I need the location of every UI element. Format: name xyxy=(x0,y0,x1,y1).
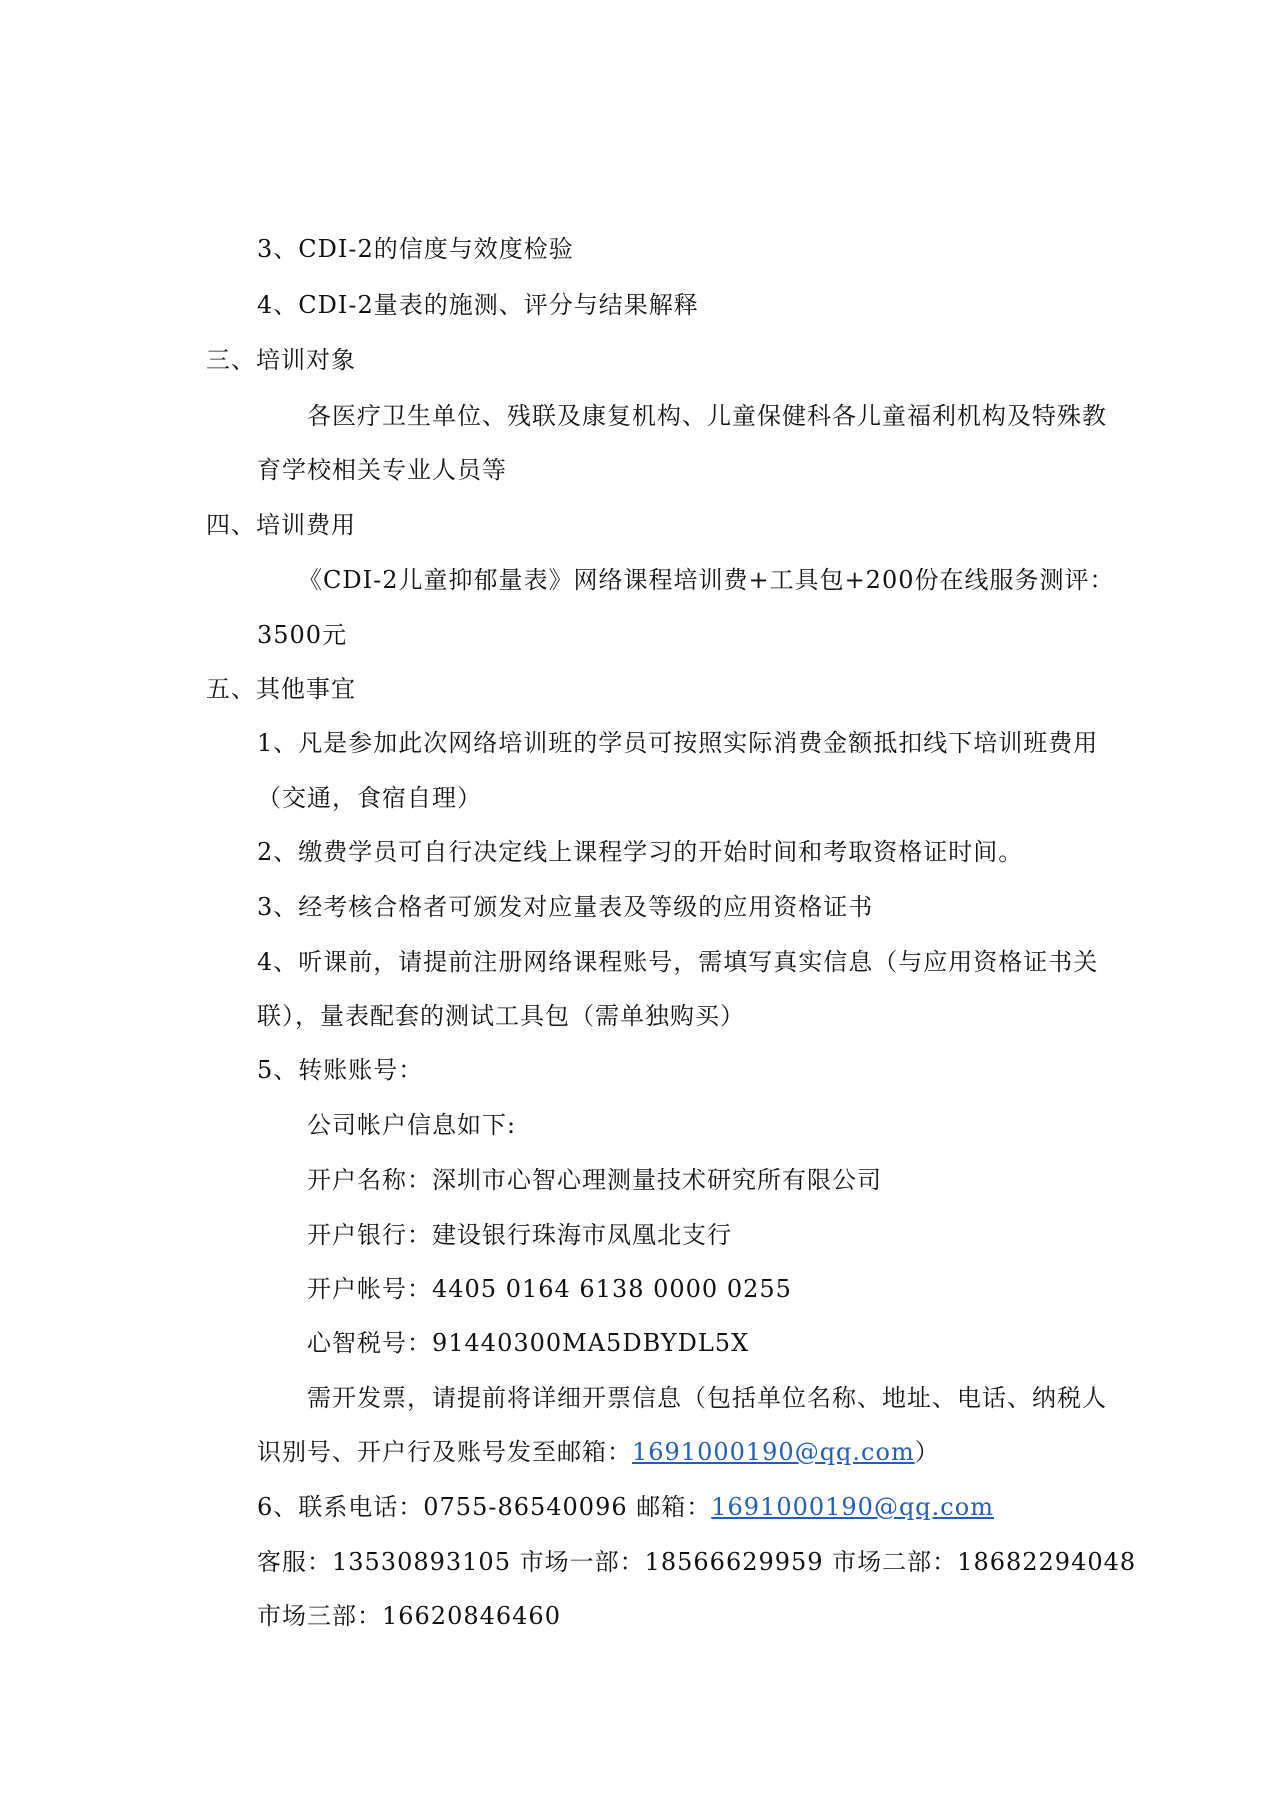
other-item-2: 2、缴费学员可自行决定线上课程学习的开始时间和考取资格证时间。 xyxy=(257,838,1024,866)
section-3-body-line-1: 各医疗卫生单位、残联及康复机构、儿童保健科各儿童福利机构及特殊教 xyxy=(307,402,1107,430)
account-number: 开户帐号：4405 0164 6138 0000 0255 xyxy=(307,1275,792,1303)
market-3-phone: 市场三部：16620846460 xyxy=(257,1602,561,1630)
section-3-title: 三、培训对象 xyxy=(206,346,356,374)
contact-email-link[interactable]: 1691000190@qq.com xyxy=(711,1493,994,1521)
section-3-body-line-2: 育学校相关专业人员等 xyxy=(257,456,507,484)
other-item-1-line-1: 1、凡是参加此次网络培训班的学员可按照实际消费金额抵扣线下培训班费用 xyxy=(257,729,1099,757)
account-intro: 公司帐户信息如下: xyxy=(307,1111,517,1139)
other-item-3: 3、经考核合格者可颁发对应量表及等级的应用资格证书 xyxy=(257,893,874,921)
contact-phone: 6、联系电话：0755-86540096 邮箱： xyxy=(257,1493,712,1521)
invoice-line-2 xyxy=(257,1436,940,1468)
item-3: 3、CDI-2的信度与效度检验 xyxy=(257,235,574,263)
other-item-4-line-2: 联），量表配套的测试工具包（需单独购买） xyxy=(257,1002,745,1030)
contact-line xyxy=(257,1491,994,1523)
invoice-email-link[interactable]: 1691000190@qq.com xyxy=(632,1438,915,1466)
invoice-line-2-prefix: 识别号、开户行及账号发至邮箱： xyxy=(257,1438,632,1466)
invoice-line-2-suffix: ） xyxy=(914,1438,940,1466)
section-4-body-line-1: 《CDI-2儿童抑郁量表》网络课程培训费+工具包+200份在线服务测评： xyxy=(298,566,1115,594)
invoice-line-1: 需开发票，请提前将详细开票信息（包括单位名称、地址、电话、纳税人 xyxy=(307,1384,1107,1412)
section-5-title: 五、其他事宜 xyxy=(206,675,356,703)
item-4: 4、CDI-2量表的施测、评分与结果解释 xyxy=(257,291,699,319)
service-phones: 客服：13530893105 市场一部：18566629959 市场二部：18682294048 xyxy=(257,1548,1137,1576)
account-bank: 开户银行：建设银行珠海市凤凰北支行 xyxy=(307,1221,732,1249)
other-item-1-line-2: （交通，食宿自理） xyxy=(257,784,482,812)
other-item-4-line-1: 4、听课前，请提前注册网络课程账号，需填写真实信息（与应用资格证书关 xyxy=(257,948,1099,976)
section-4-body-line-2: 3500元 xyxy=(257,621,348,649)
section-4-title: 四、培训费用 xyxy=(206,511,356,539)
tax-number: 心智税号：91440300MA5DBYDL5X xyxy=(307,1329,750,1357)
other-item-5: 5、转账账号： xyxy=(257,1056,424,1084)
account-name: 开户名称：深圳市心智心理测量技术研究所有限公司 xyxy=(307,1166,882,1194)
